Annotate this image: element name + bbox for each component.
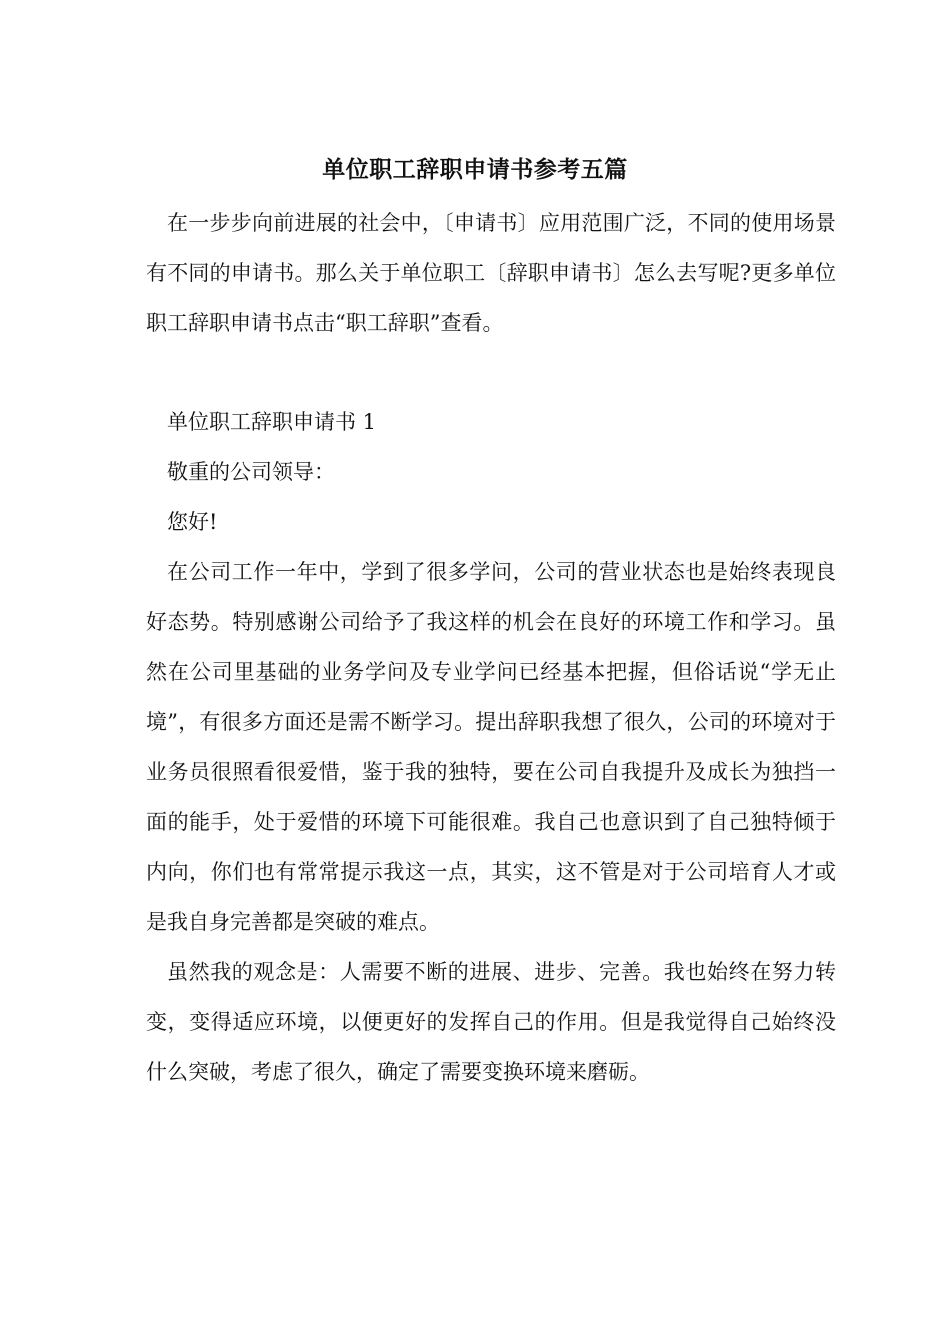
document-title: 单位职工辞职申请书参考五篇 [322, 156, 628, 183]
intro-block [146, 198, 836, 348]
letter-paragraph: 虽然我的观念是：人需要不断的进展、进步、完善。我也始终在努力转变，变得适应环境，以便更好的发挥自己的作用。但是我觉得自己始终没什么突破，考虑了很久，确定了需要变换环境来磨砺。 [146, 960, 836, 1084]
letter-block [146, 397, 836, 1097]
letter-heading: 单位职工辞职申请书 1 [167, 410, 377, 434]
letter-salutation: 敬重的公司领导： [167, 460, 335, 484]
letter-paragraph: 在公司工作一年中，学到了很多学问，公司的营业状态也是始终表现良好态势。特别感谢公司给予了我这样的机会在良好的环境工作和学习。虽然在公司里基础的业务学问及专业学问已经基本把握，但俗话说“学无止境”，有很多方面还是需不断学习。提出辞职我想了很久，公司的环境对于业务员很照看很爱惜，鉴于我的独特，要在公司自我提升及成长为独挡一面的能手，处于爱惜的环境下可能很难。我自己也意识到了自己独特倾于内向，你们也有常常提示我这一点，其实，这不管是对于公司培育人才或是我自身完善都是突破的难点。 [146, 560, 836, 934]
letter-greeting: 您好! [167, 510, 218, 534]
intro-paragraph: 在一步步向前进展的社会中，〔申请书〕应用范围广泛，不同的使用场景有不同的申请书。那么关于单位职工〔辞职申请书〕怎么去写呢?更多单位职工辞职申请书点击“职工辞职”查看。 [146, 211, 836, 335]
